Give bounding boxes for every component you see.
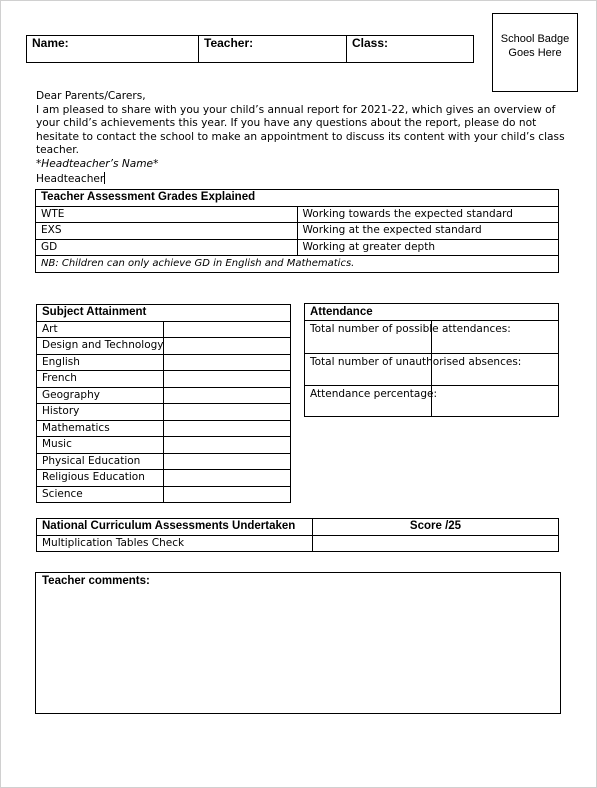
class-field[interactable] (347, 36, 474, 63)
table-row (305, 321, 559, 354)
attendance-label: Attendance percentage: (305, 386, 432, 417)
grades-table-title: Teacher Assessment Grades Explained (36, 190, 559, 207)
subject-name: History (37, 404, 164, 421)
attendance-label: Total number of possible attendances: (305, 321, 432, 354)
subject-grade-cell[interactable] (164, 321, 291, 338)
subject-grade-cell[interactable] (164, 404, 291, 421)
subject-grade-cell[interactable] (164, 354, 291, 371)
table-row (37, 354, 291, 371)
table-row (37, 404, 291, 421)
teacher-comments-box[interactable] (35, 572, 561, 714)
grade-code: GD (36, 239, 298, 256)
table-row (36, 239, 559, 256)
table-row (36, 206, 559, 223)
table-row (37, 420, 291, 437)
subject-name: Physical Education (37, 453, 164, 470)
text-cursor (104, 172, 105, 184)
nca-table (36, 518, 559, 552)
grades-note: NB: Children can only achieve GD in English and Mathematics. (36, 256, 559, 273)
intro-letter (36, 90, 566, 186)
nca-score-header: Score /25 (313, 519, 559, 536)
subject-grade-cell[interactable] (164, 470, 291, 487)
nca-assessment-name: Multiplication Tables Check (37, 535, 313, 552)
attendance-title: Attendance (305, 304, 559, 321)
subject-attainment-title: Subject Attainment (37, 305, 291, 322)
subject-attainment-table (36, 304, 291, 503)
subject-name: Music (37, 437, 164, 454)
subject-name: Art (37, 321, 164, 338)
subject-name: Religious Education (37, 470, 164, 487)
teacher-field[interactable] (199, 36, 347, 63)
subject-grade-cell[interactable] (164, 437, 291, 454)
table-row (37, 371, 291, 388)
grade-code: EXS (36, 223, 298, 240)
table-row (305, 386, 559, 417)
subject-grade-cell[interactable] (164, 453, 291, 470)
table-row (37, 321, 291, 338)
grade-description: Working towards the expected standard (297, 206, 559, 223)
table-row (37, 486, 291, 503)
headteacher-title-line (36, 172, 566, 187)
subject-grade-cell[interactable] (164, 486, 291, 503)
headteacher-title: Headteacher (36, 172, 105, 185)
attendance-label: Total number of unauthorised absences: (305, 354, 432, 386)
teacher-comments-label: Teacher comments: (42, 575, 150, 587)
table-row (37, 535, 559, 552)
table-row (305, 354, 559, 386)
subject-name: Science (37, 486, 164, 503)
grade-code: WTE (36, 206, 298, 223)
table-row (37, 387, 291, 404)
header-fields-table (26, 35, 474, 63)
subject-name: Mathematics (37, 420, 164, 437)
subject-name: English (37, 354, 164, 371)
name-label: Name: (32, 36, 69, 50)
letter-greeting: Dear Parents/Carers, (36, 90, 146, 102)
table-row (37, 338, 291, 355)
subject-grade-cell[interactable] (164, 387, 291, 404)
letter-body: I am pleased to share with you your child’s annual report for 2021-22, which gives an overview of your child’s achievements this year. If you have any questions about the report, please do not hesitate to contact the school to make an appointment to discuss its content with your child’s class teacher. (36, 103, 565, 157)
badge-text-line2: Goes Here (508, 47, 562, 59)
table-row (37, 453, 291, 470)
class-label: Class: (352, 36, 389, 50)
subject-name: Geography (37, 387, 164, 404)
subject-name: French (37, 371, 164, 388)
teacher-label: Teacher: (204, 36, 254, 50)
grade-description: Working at greater depth (297, 239, 559, 256)
subject-grade-cell[interactable] (164, 338, 291, 355)
badge-text-line1: School Badge (500, 33, 570, 45)
attendance-value-cell[interactable] (432, 386, 559, 417)
grade-description: Working at the expected standard (297, 223, 559, 240)
table-row (37, 470, 291, 487)
table-row (37, 437, 291, 454)
subject-grade-cell[interactable] (164, 420, 291, 437)
subject-name: Design and Technology (37, 338, 164, 355)
name-field[interactable] (27, 36, 199, 63)
nca-score-cell[interactable] (313, 535, 559, 552)
grades-table (35, 189, 559, 273)
school-badge-placeholder (492, 13, 578, 92)
subject-grade-cell[interactable] (164, 371, 291, 388)
headteacher-name: *Headteacher’s Name* (36, 157, 159, 170)
table-row (36, 223, 559, 240)
nca-title: National Curriculum Assessments Undertaken (37, 519, 313, 536)
attendance-table (304, 303, 559, 417)
